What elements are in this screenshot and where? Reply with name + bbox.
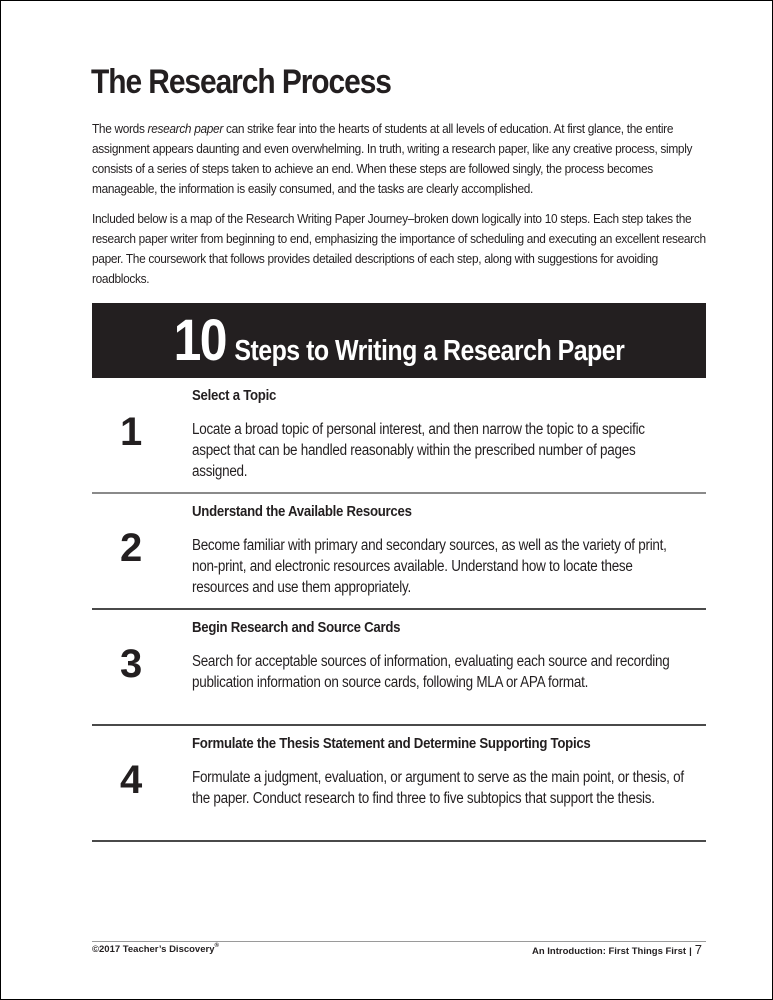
step-description: Become familiar with primary and secondary sources, as well as the variety of print, non-print, and electronic resources available. Understand how to locate these resources and use them appropriately. bbox=[192, 537, 667, 596]
footer-separator: | bbox=[689, 946, 692, 957]
intro-italic-term: research paper bbox=[147, 121, 223, 136]
step-number: 3 bbox=[120, 642, 143, 686]
step-description: Search for acceptable sources of information, evaluating each source and recording publication information on source cards, following MLA or APA format. bbox=[192, 653, 670, 691]
banner-content bbox=[173, 307, 625, 373]
step-number: 1 bbox=[120, 410, 143, 454]
step-number: 4 bbox=[120, 758, 143, 802]
step-item-1 bbox=[92, 378, 706, 494]
step-heading: Select a Topic bbox=[192, 387, 277, 404]
registered-mark: ® bbox=[214, 943, 219, 949]
copyright-text: ©2017 Teacher’s Discovery bbox=[92, 944, 215, 955]
intro-paragraph-2: Included below is a map of the Research Writing Paper Journey–broken down logically into 10 steps. Each step takes the research paper writer from beginning to end, emphasizing the importance of scheduling and executing an excellent research paper. The coursework that follows provides detailed descriptions of each step, along with suggestions for avoiding roadblocks. bbox=[92, 211, 706, 286]
step-heading: Begin Research and Source Cards bbox=[192, 619, 401, 636]
intro-paragraph-1 bbox=[92, 119, 709, 199]
step-description: Formulate a judgment, evaluation, or argument to serve as the main point, or thesis, of the paper. Conduct research to find three to five subtopics that support the thesis. bbox=[192, 769, 684, 807]
intro-text-rest: can strike fear into the hearts of students at all levels of education. At first glance, the entire assignment appears daunting and even overwhelming. In truth, writing a research paper, like any creative process, simply consists of a series of steps taken to achieve an end. When these steps are followed singly, the process becomes manageable, the information is easily consumed, and the tasks are clearly accomplished. bbox=[92, 121, 693, 196]
step-item-2 bbox=[92, 494, 706, 610]
footer-section-info bbox=[532, 942, 702, 957]
step-number: 2 bbox=[120, 526, 143, 570]
page-number: 7 bbox=[694, 942, 702, 957]
step-item-3 bbox=[92, 610, 706, 726]
footer-copyright bbox=[92, 944, 219, 955]
banner-number: 10 bbox=[173, 307, 226, 373]
step-heading: Formulate the Thesis Statement and Determine Supporting Topics bbox=[192, 735, 591, 752]
step-item-4 bbox=[92, 726, 706, 842]
footer-section-title: An Introduction: First Things First bbox=[531, 946, 687, 957]
page-title: The Research Process bbox=[91, 63, 391, 101]
step-description: Locate a broad topic of personal interest, and then narrow the topic to a specific aspect that can be handled reasonably within the prescribed number of pages assigned. bbox=[192, 421, 645, 480]
intro-text-start: The words bbox=[92, 121, 148, 136]
step-heading: Understand the Available Resources bbox=[192, 503, 412, 520]
steps-list bbox=[92, 378, 706, 842]
steps-banner bbox=[92, 303, 706, 378]
banner-title: Steps to Writing a Research Paper bbox=[234, 334, 625, 367]
